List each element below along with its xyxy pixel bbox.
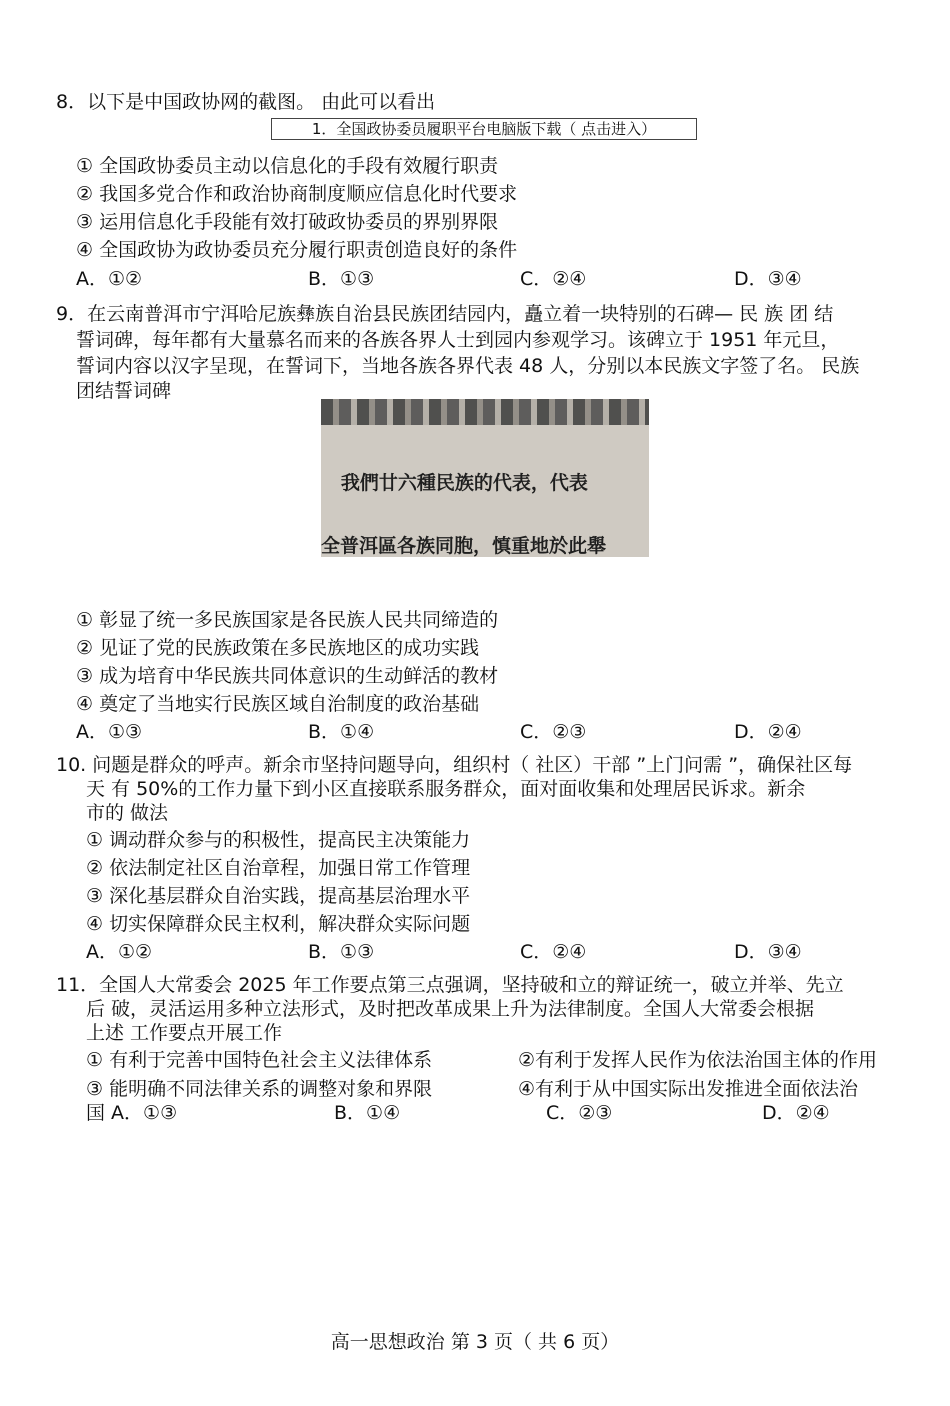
- q10-option-4: ④ 切实保障群众民主权利，解决群众实际问题: [86, 913, 471, 935]
- question-8-stem: 8．以下是中国政协网的截图。 由此可以看出: [56, 91, 436, 113]
- q9-option-1: ① 彰显了统一多民族国家是各民族人民共同缔造的: [76, 609, 499, 631]
- question-10-stem-line-3: 市的 做法: [86, 802, 169, 824]
- q9-option-2: ② 见证了党的民族政策在多民族地区的成功实践: [76, 637, 480, 659]
- q9-answer-d: D．②④: [734, 721, 802, 743]
- q8-answer-b: B．①③: [308, 268, 375, 290]
- q11-option-4: ④有利于从中国实际出发推进全面依法治: [518, 1078, 859, 1100]
- question-11-stem-line-1: 11．全国人大常委会 2025 年工作要点第三点强调，坚持破和立的辩证统一，破立并举、先立: [56, 974, 844, 996]
- question-9-stem-line-3: 誓词内容以汉字呈现，在誓词下，当地各族各界代表 48 人，分别以本民族文字签了名。 民族: [76, 355, 860, 377]
- q11-answer-c: C．②③: [546, 1102, 613, 1124]
- q11-answer-b: B．①④: [334, 1102, 401, 1124]
- q8-answer-d: D．③④: [734, 268, 802, 290]
- stele-inscription: [321, 431, 649, 557]
- q8-option-3: ③ 运用信息化手段能有效打破政协委员的界别界限: [76, 211, 499, 233]
- q8-option-1: ① 全国政协委员主动以信息化的手段有效履行职责: [76, 155, 499, 177]
- q10-option-1: ① 调动群众参与的积极性，提高民主决策能力: [86, 829, 471, 851]
- question-9-stem-line-2: 誓词碑，每年都有大量慕名而来的各族各界人士到园内参观学习。该碑立于 1951 年元旦，: [76, 329, 840, 351]
- q9-answer-b: B．①④: [308, 721, 375, 743]
- page-footer: 高一思想政治 第 3 页（ 共 6 页）: [330, 1331, 620, 1353]
- q8-answer-a: A．①②: [76, 268, 143, 290]
- q8-answer-c: C．②④: [520, 268, 587, 290]
- cppcc-website-screenshot: 1．全国政协委员履职平台电脑版下载（ 点击进入）: [271, 118, 697, 140]
- q8-option-4: ④ 全国政协为政协委员充分履行职责创造良好的条件: [76, 239, 518, 261]
- q11-answer-d: D．②④: [762, 1102, 830, 1124]
- q11-option-4-continued-answer-a: 国 A．①③: [86, 1102, 178, 1124]
- question-9-stem-line-4: 团结誓词碑: [76, 380, 172, 402]
- q9-answer-c: C．②③: [520, 721, 587, 743]
- q10-option-2: ② 依法制定社区自治章程，加强日常工作管理: [86, 857, 471, 879]
- q11-option-3: ③ 能明确不同法律关系的调整对象和界限: [86, 1078, 433, 1100]
- stele-line-2: 全普洱區各族同胞，慎重地於此舉: [321, 535, 607, 557]
- stele-carved-header: [321, 399, 649, 425]
- q9-answer-a: A．①③: [76, 721, 143, 743]
- oath-stele-photo: [321, 399, 649, 557]
- q11-option-1: ① 有利于完善中国特色社会主义法律体系: [86, 1049, 433, 1071]
- q10-answer-c: C．②④: [520, 941, 587, 963]
- question-10-stem-line-2: 天 有 50%的工作力量下到小区直接联系服务群众，面对面收集和处理居民诉求。新余: [86, 778, 806, 800]
- q9-option-4: ④ 奠定了当地实行民族区域自治制度的政治基础: [76, 693, 480, 715]
- question-11-stem-line-2: 后 破，灵活运用多种立法形式，及时把改革成果上升为法律制度。全国人大常委会根据: [86, 998, 815, 1020]
- q11-option-2: ②有利于发挥人民作为依法治国主体的作用: [518, 1049, 878, 1071]
- question-11-stem-line-3: 上述 工作要点开展工作: [86, 1022, 283, 1044]
- q10-option-3: ③ 深化基层群众自治实践，提高基层治理水平: [86, 885, 471, 907]
- q8-option-2: ② 我国多党合作和政治协商制度顺应信息化时代要求: [76, 183, 518, 205]
- q10-answer-b: B．①③: [308, 941, 375, 963]
- question-9-stem-line-1: 9．在云南普洱市宁洱哈尼族彝族自治县民族团结园内，矗立着一块特别的石碑— 民 族 团 结: [56, 303, 834, 325]
- question-10-stem-line-1: 10. 问题是群众的呼声。新余市坚持问题导向，组织村（ 社区）干部 ”上门问需 ”，确保社区每: [56, 754, 853, 776]
- q9-option-3: ③ 成为培育中华民族共同体意识的生动鲜活的教材: [76, 665, 499, 687]
- q10-answer-a: A．①②: [86, 941, 153, 963]
- stele-line-1: 我們廿六種民族的代表，代表: [321, 472, 588, 494]
- q10-answer-d: D．③④: [734, 941, 802, 963]
